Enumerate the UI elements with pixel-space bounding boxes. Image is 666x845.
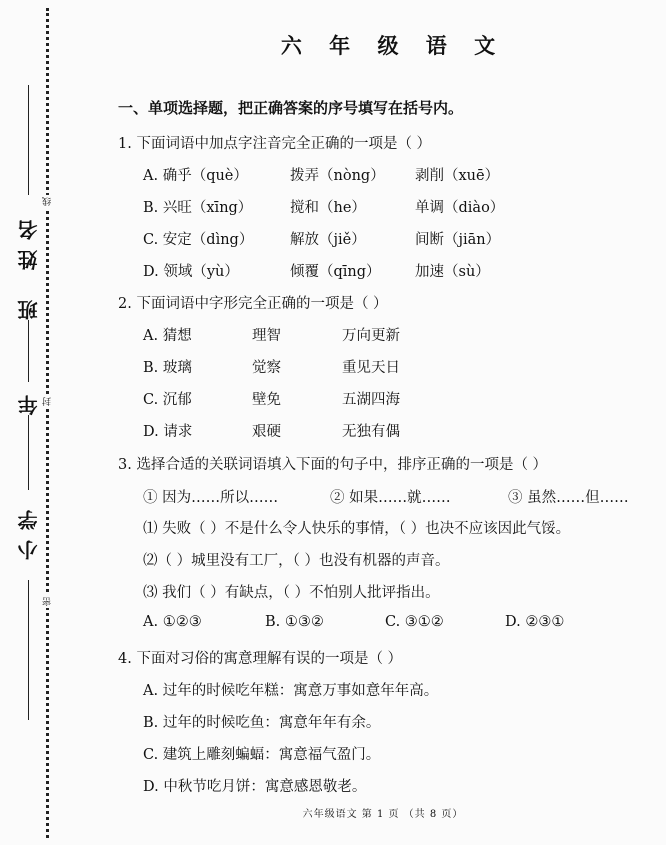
- q3-answer-a: A. ①②③: [143, 614, 202, 630]
- seal-mark-secret: 密: [43, 597, 53, 606]
- q1-d-3: 加速（sù）: [415, 264, 490, 280]
- q2-b-1: B. 玻璃: [143, 360, 192, 376]
- q2-a-2: 理智: [252, 328, 281, 344]
- q1-stem: 1. 下面词语中加点字注音完全正确的一项是（ ）: [118, 136, 432, 152]
- q4-option-a: A. 过年的时候吃年糕：寓意万事如意年年高。: [143, 683, 439, 699]
- q2-b-3: 重见天日: [342, 360, 400, 376]
- q3-sentence-3: ⑶ 我们（ ）有缺点，（ ）不怕别人批评指出。: [143, 585, 440, 601]
- q2-a-1: A. 猜想: [143, 328, 192, 344]
- q4-option-d: D. 中秋节吃月饼：寓意感恩敬老。: [143, 779, 367, 795]
- q3-stem: 3. 选择合适的关联词语填入下面的句子中，排序正确的一项是（ ）: [118, 457, 548, 473]
- q4-stem: 4. 下面对习俗的寓意理解有误的一项是（ ）: [118, 651, 403, 667]
- seal-mark-seal: 封: [43, 397, 53, 406]
- grade-label: 年: [17, 385, 41, 415]
- q2-d-2: 艰硬: [252, 424, 281, 440]
- section-heading: 一、单项选择题，把正确答案的序号填写在括号内。: [118, 99, 464, 117]
- q1-b-1: B. 兴旺（xīng）: [143, 200, 253, 216]
- binding-margin: [0, 0, 70, 845]
- q1-c-1: C. 安定（dìng）: [143, 232, 254, 248]
- q3-answer-b: B. ①③②: [265, 614, 324, 630]
- q2-d-3: 无独有偶: [342, 424, 400, 440]
- q2-stem: 2. 下面词语中字形完全正确的一项是（ ）: [118, 296, 388, 312]
- q3-conj-1: ① 因为……所以……: [143, 490, 279, 506]
- seal-mark-line: 线: [43, 197, 53, 206]
- q1-b-3: 单调（diào）: [415, 200, 505, 216]
- q3-answer-d: D. ②③①: [505, 614, 565, 630]
- q2-c-1: C. 沉郁: [143, 392, 192, 408]
- school-label: 小学: [17, 500, 41, 560]
- page-title: 六 年 级 语 文: [280, 33, 506, 58]
- q2-b-2: 觉察: [252, 360, 281, 376]
- q2-c-2: 壁免: [252, 392, 281, 408]
- q4-option-c: C. 建筑上雕刻蝙蝠：寓意福气盈门。: [143, 747, 381, 763]
- q1-a-2: 拨弄（nòng）: [290, 168, 385, 184]
- q3-sentence-1: ⑴ 失败（ ）不是什么令人快乐的事情，（ ）也决不应该因此气馁。: [143, 521, 571, 537]
- q2-a-3: 万向更新: [342, 328, 400, 344]
- class-blank-line: [28, 320, 29, 382]
- q3-conj-3: ③ 虽然……但……: [508, 490, 629, 506]
- q1-c-2: 解放（jiě）: [290, 232, 366, 248]
- q1-d-1: D. 领域（yù）: [143, 264, 239, 280]
- q3-answer-c: C. ③①②: [385, 614, 444, 630]
- school-blank-line: [28, 580, 29, 720]
- q1-c-3: 间断（jiān）: [415, 232, 501, 248]
- q1-a-1: A. 确乎（què）: [143, 168, 248, 184]
- q1-a-3: 剥削（xuē）: [415, 168, 500, 184]
- grade-blank-line: [28, 415, 29, 490]
- name-label: 姓名: [17, 210, 41, 270]
- q2-d-1: D. 请求: [143, 424, 193, 440]
- q2-c-3: 五湖四海: [342, 392, 400, 408]
- q4-option-b: B. 过年的时候吃鱼：寓意年年有余。: [143, 715, 381, 731]
- page-footer: 六年级语文 第 1 页 （共 8 页）: [302, 809, 464, 820]
- q1-b-2: 搅和（he）: [290, 200, 366, 216]
- class-label: 班: [17, 290, 41, 320]
- q3-sentence-2: ⑵（ ）城里没有工厂，（ ）也没有机器的声音。: [143, 553, 450, 569]
- seal-dotted-line: [46, 8, 49, 838]
- name-blank-line: [28, 85, 29, 195]
- q1-d-2: 倾覆（qīng）: [290, 264, 381, 280]
- q3-conj-2: ② 如果……就……: [330, 490, 451, 506]
